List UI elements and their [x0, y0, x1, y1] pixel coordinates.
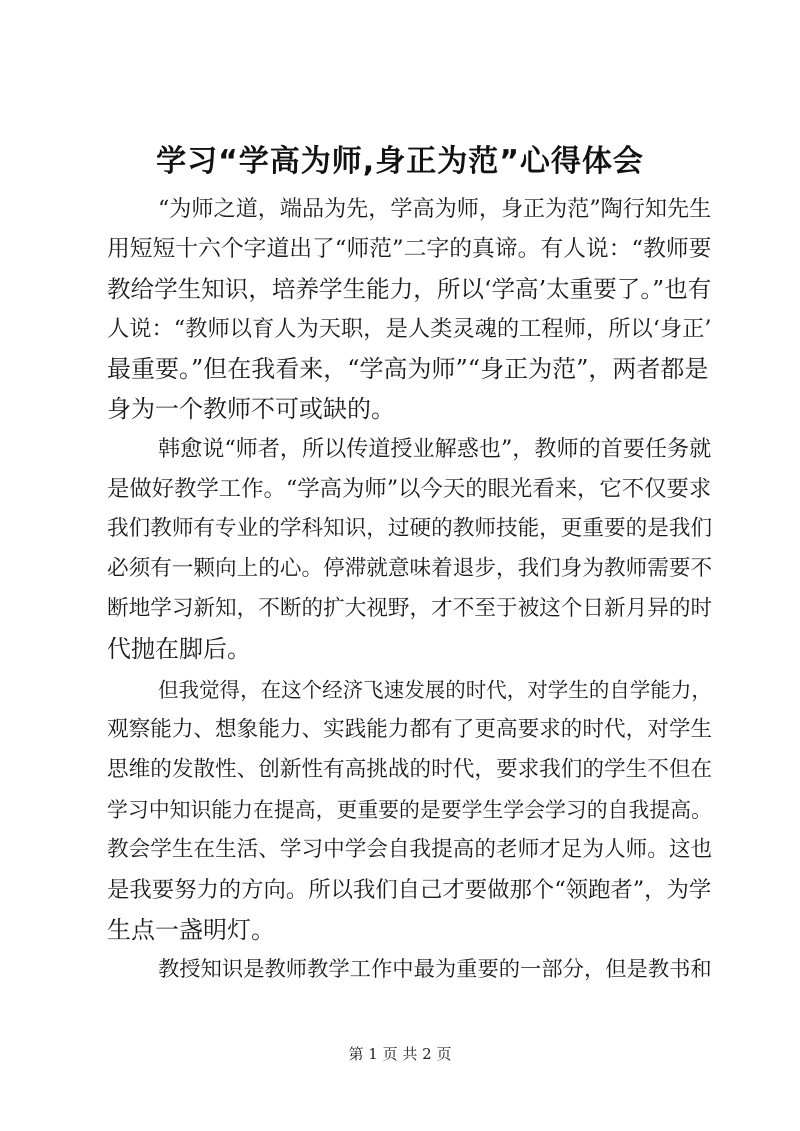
body-line: 是做好教学工作。“学高为师”以今天的眼光看来，它不仅要求	[107, 476, 712, 502]
body-line: 但我觉得，在这个经济飞速发展的时代，对学生的自学能力，	[158, 678, 712, 702]
body-line: 必须有一颗向上的心。停滞就意味着退步，我们身为教师需要不	[107, 556, 713, 581]
body-line: 思维的发散性、创新性有高挑战的时代，要求我们的学生不但在	[107, 757, 713, 782]
body-line: 用短短十六个字道出了“师范”二字的真谛。有人说：“教师要	[107, 236, 712, 262]
body-line: “为师之道，端品为先，学高为师，身正为范”陶行知先生	[158, 196, 712, 222]
document-title: 学习“学高为师,身正为范”心得体会	[156, 144, 644, 179]
body-line: 生点一盏明灯。	[107, 916, 275, 944]
body-line: 最重要。”但在我看来，“学高为师”“身正为范”，两者都是	[107, 355, 709, 383]
body-line: 人说：“教师以育人为天职，是人类灵魂的工程师，所以‘身正’	[107, 316, 712, 342]
body-line: 是我要努力的方向。所以我们自己才要做那个“领跑者”，为学	[107, 877, 712, 903]
page-number-footer: 第 1 页 共 2 页	[348, 1045, 452, 1063]
body-line: 教会学生在生活、学习中学会自我提高的老师才足为人师。这也	[107, 837, 713, 862]
body-line: 身为一个教师不可或缺的。	[107, 395, 395, 423]
body-line: 观察能力、想象能力、实践能力都有了更高要求的时代，对学生	[107, 717, 713, 742]
body-line: 断地学习新知，不断的扩大视野，才不至于被这个日新月异的时	[107, 596, 713, 621]
body-line: 代抛在脚后。	[107, 635, 251, 663]
body-line: 教给学生知识，培养学生能力，所以‘学高’太重要了。”也有	[107, 275, 712, 303]
body-line: 韩愈说“师者，所以传道授业解惑也”，教师的首要任务就	[158, 436, 712, 462]
body-line: 学习中知识能力在提高，更重要的是要学生学会学习的自我提高。	[107, 798, 712, 822]
body-line: 我们教师有专业的学科知识，过硬的教师技能，更重要的是我们	[107, 516, 713, 541]
body-line: 教授知识是教师教学工作中最为重要的一部分，但是教书和	[158, 957, 712, 982]
